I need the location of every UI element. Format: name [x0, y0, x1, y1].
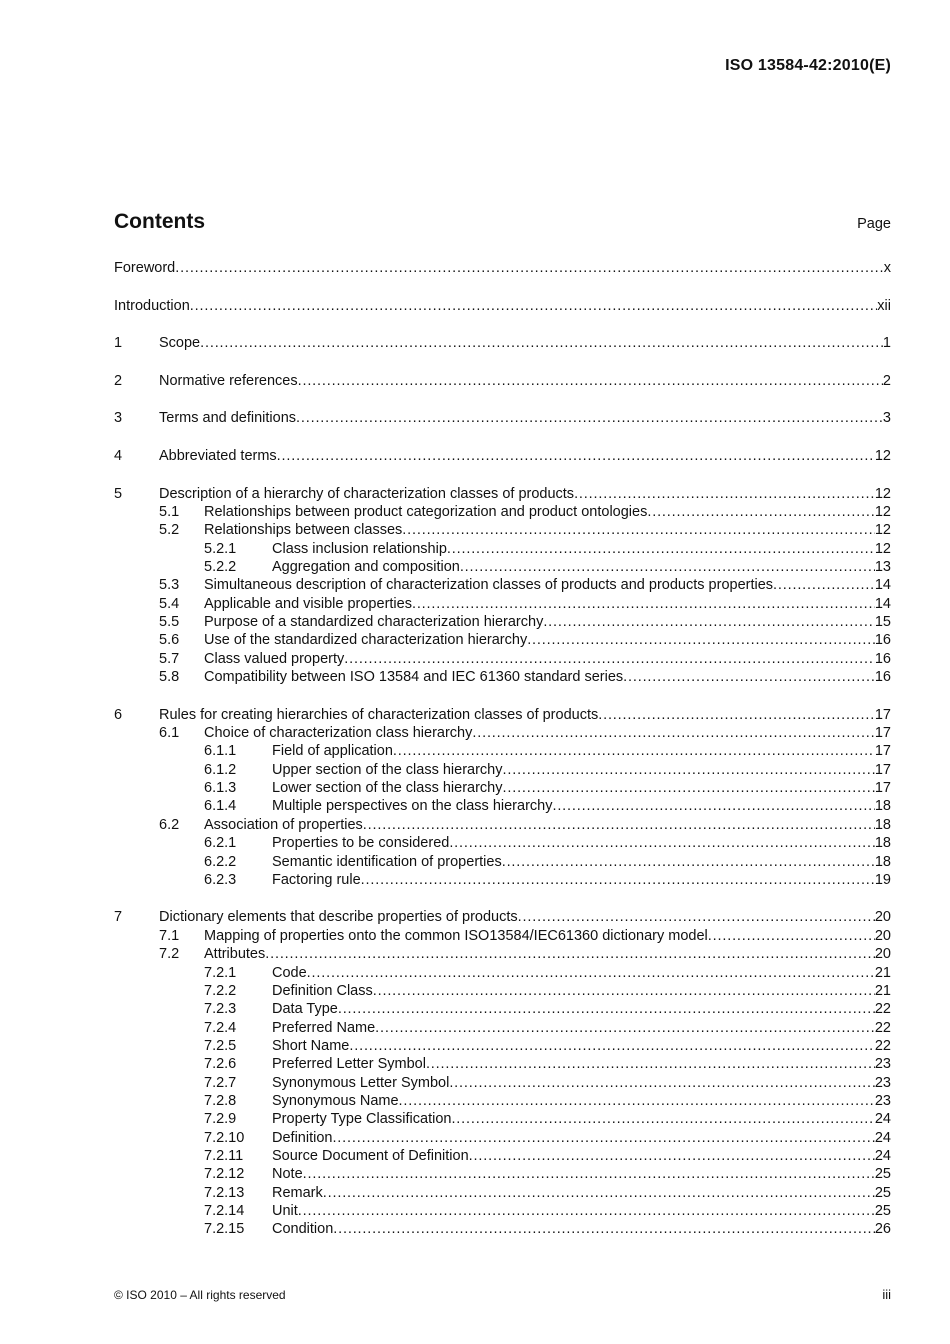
toc-entry-page: x [883, 260, 891, 276]
toc-entry-label: Class valued property [204, 650, 345, 667]
toc-entry[interactable] [114, 1220, 891, 1238]
toc-entry-page: 20 [874, 946, 891, 963]
toc-entry-number: 5.5 [159, 614, 180, 631]
toc-dot-leader [373, 982, 875, 1000]
toc-entry-page: 1 [882, 335, 891, 352]
toc-entry-page: 18 [874, 853, 891, 870]
toc-entry-label: Use of the standardized characterization hierarchy [204, 632, 528, 649]
toc-entry[interactable] [114, 853, 891, 871]
toc-entry-label: Properties to be considered [272, 835, 450, 852]
toc-entry-number: 7.2.13 [204, 1184, 245, 1201]
toc-entry-number: 6.2.1 [204, 835, 237, 852]
toc-entry-number: 7.2.3 [204, 1001, 237, 1018]
toc-dot-leader [296, 409, 883, 427]
toc-entry[interactable] [114, 742, 891, 760]
toc-entry-number: 7.2.11 [204, 1148, 244, 1164]
toc-entry-number: 6.1.4 [204, 798, 237, 815]
toc-entry-number: 5.6 [159, 632, 180, 649]
toc-dot-leader [503, 761, 875, 779]
toc-entry-page: 24 [874, 1148, 891, 1164]
toc-entry-page: 23 [874, 1056, 891, 1073]
toc-entry-page: 17 [874, 725, 891, 742]
toc-entry-label: Purpose of a standardized characterization hierarchy [204, 614, 544, 631]
toc-entry[interactable] [114, 1055, 891, 1073]
toc-entry-page: 24 [874, 1111, 891, 1128]
toc-dot-leader [503, 779, 875, 797]
toc-entry-page: 16 [874, 669, 891, 686]
toc-entry-page: 18 [874, 835, 891, 852]
toc-entry-number: 7.2.15 [204, 1221, 245, 1238]
toc-dot-leader [412, 595, 875, 613]
toc-entry[interactable] [114, 576, 891, 594]
toc-entry-number: 5.2.1 [204, 540, 237, 557]
toc-entry[interactable] [114, 761, 891, 779]
toc-entry-label: Terms and definitions [159, 410, 297, 427]
toc-entry-number: 5 [114, 485, 123, 502]
toc-entry-page: 20 [874, 927, 891, 944]
toc-entry-label: Preferred Letter Symbol [272, 1056, 426, 1073]
toc-entry[interactable] [114, 816, 891, 834]
toc-entry[interactable] [114, 1074, 891, 1092]
toc-entry[interactable] [114, 964, 891, 982]
toc-entry-number: 6.2.3 [204, 871, 237, 888]
toc-entry-number: 5.1 [159, 503, 180, 520]
toc-entry-label: Note [272, 1166, 303, 1183]
toc-page-column-label: Page [857, 216, 891, 232]
toc-entry-page: 17 [874, 761, 891, 778]
toc-dot-leader [332, 1129, 874, 1147]
toc-entry[interactable] [114, 447, 891, 465]
toc-dot-leader [552, 797, 874, 815]
toc-entry-number: 7.2.6 [204, 1056, 237, 1073]
toc-dot-leader [598, 706, 875, 724]
toc-entry-page: 20 [874, 909, 891, 926]
toc-entry[interactable] [114, 1147, 891, 1165]
toc-entry-label: Synonymous Letter Symbol [272, 1074, 450, 1091]
toc-entry[interactable] [114, 1165, 891, 1183]
toc-dot-leader [175, 259, 884, 277]
toc-dot-leader [298, 372, 883, 390]
toc-entry-number: 6.1.1 [204, 743, 237, 760]
toc-entry[interactable] [114, 834, 891, 852]
toc-dot-leader [307, 964, 875, 982]
toc-entry[interactable] [114, 503, 891, 521]
toc-dot-leader [190, 297, 878, 315]
toc-entry-label: Scope [159, 335, 201, 352]
toc-entry-label: Normative references [159, 372, 298, 389]
toc-entry-label: Synonymous Name [272, 1092, 399, 1109]
toc-entry-number: 7.2.14 [204, 1203, 245, 1220]
toc-entry-label: Unit [272, 1203, 298, 1220]
toc-entry-number: 2 [114, 372, 123, 389]
toc-dot-leader [265, 945, 875, 963]
toc-dot-leader [277, 447, 875, 465]
toc-dot-leader [375, 1019, 875, 1037]
toc-entry-number: 6.1 [159, 725, 180, 742]
toc-entry-label: Definition [272, 1129, 333, 1146]
toc-entry-number: 1 [114, 335, 123, 352]
toc-entry-label: Definition Class [272, 982, 373, 999]
toc-entry-page: 25 [874, 1166, 891, 1183]
toc-dot-leader [449, 834, 875, 852]
toc-entry[interactable] [114, 540, 891, 558]
toc-entry-page: 22 [874, 1001, 891, 1018]
toc-entry-label: Dictionary elements that describe properties of products [159, 909, 518, 926]
toc-entry-label: Data Type [272, 1001, 338, 1018]
toc-entry-number: 7.2.9 [204, 1111, 237, 1128]
toc-entry-page: 22 [874, 1019, 891, 1036]
toc-entry-label: Class inclusion relationship [272, 540, 447, 557]
toc-entry-page: 18 [874, 798, 891, 815]
toc-entry[interactable] [114, 779, 891, 797]
toc-dot-leader [361, 871, 875, 889]
toc-entry[interactable] [114, 1092, 891, 1110]
toc-entry-number: 6.2.2 [204, 853, 237, 870]
toc-entry-label: Remark [272, 1184, 323, 1201]
toc-entry-label: Abbreviated terms [159, 448, 277, 464]
toc-entry-page: 23 [874, 1092, 891, 1109]
toc-entry-page: 23 [874, 1074, 891, 1091]
toc-entry-number: 7 [114, 909, 123, 926]
toc-entry-page: 14 [874, 577, 891, 594]
toc-entry[interactable] [114, 908, 891, 926]
toc-dot-leader [527, 631, 875, 649]
toc-dot-leader [708, 927, 875, 945]
toc-entry-label: Association of properties [204, 816, 363, 833]
toc-entry-page: 16 [874, 632, 891, 649]
toc-entry-page: 2 [882, 372, 891, 389]
toc-entry-label: Field of application [272, 743, 393, 760]
toc-entry-label: Factoring rule [272, 871, 361, 888]
toc-entry[interactable] [114, 334, 891, 352]
toc-entry-label: Relationships between product categorization and product ontologies [204, 503, 648, 520]
toc-entry[interactable] [114, 631, 891, 649]
toc-entry-page: 22 [874, 1037, 891, 1054]
toc-entry-number: 5.7 [159, 650, 180, 667]
toc-entry-label: Condition [272, 1221, 334, 1238]
toc-entry[interactable] [114, 1037, 891, 1055]
toc-dot-leader [363, 816, 875, 834]
toc-entry-page: 17 [874, 706, 891, 723]
toc-dot-leader [393, 742, 875, 760]
toc-entry[interactable] [114, 706, 891, 724]
toc-entry-number: 4 [114, 448, 123, 464]
toc-dot-leader [469, 1147, 875, 1165]
toc-entry[interactable] [114, 595, 891, 613]
toc-entry[interactable] [114, 1110, 891, 1128]
toc-entry[interactable] [114, 613, 891, 631]
toc-dot-leader [298, 1202, 875, 1220]
toc-entry[interactable] [114, 297, 891, 315]
toc-dot-leader [460, 558, 875, 576]
toc-entry-label: Relationships between classes [204, 522, 403, 539]
toc-entry-page: 21 [874, 964, 891, 981]
toc-entry-page: 16 [874, 650, 891, 667]
toc-entry-page: 19 [874, 871, 891, 888]
toc-entry[interactable] [114, 871, 891, 889]
toc-entry-label: Semantic identification of properties [272, 853, 502, 870]
toc-entry-label: Code [272, 964, 307, 981]
toc-entry-page: 15 [874, 614, 891, 631]
toc-entry-page: 12 [874, 448, 891, 464]
toc-entry-page: 14 [874, 595, 891, 612]
toc-entry-number: 7.2.5 [204, 1037, 237, 1054]
toc-entry[interactable] [114, 1202, 891, 1220]
toc-dot-leader [447, 540, 875, 558]
toc-entry-label: Compatibility between ISO 13584 and IEC 61360 standard series [204, 669, 624, 686]
toc-entry[interactable] [114, 724, 891, 742]
toc-dot-leader [344, 650, 875, 668]
document-id: ISO 13584-42:2010(E) [725, 57, 891, 74]
toc-dot-leader [518, 908, 875, 926]
toc-entry-page: 12 [874, 540, 891, 557]
toc-entry-label: Aggregation and composition [272, 559, 460, 575]
toc-dot-leader [574, 485, 875, 503]
toc-entry-label: Choice of characterization class hierarchy [204, 725, 473, 742]
toc-entry-page: 12 [874, 503, 891, 520]
toc-entry[interactable] [114, 982, 891, 1000]
toc-entry[interactable] [114, 259, 891, 277]
toc-entry-label: Description of a hierarchy of characterization classes of products [159, 485, 575, 502]
toc-entry-number: 7.2 [159, 946, 180, 963]
toc-entry[interactable] [114, 409, 891, 427]
toc-entry-number: 7.2.4 [204, 1019, 237, 1036]
toc-entry-label: Rules for creating hierarchies of characterization classes of products [159, 706, 599, 723]
footer-copyright: © ISO 2010 – All rights reserved [114, 1288, 286, 1302]
toc-entry[interactable] [114, 668, 891, 686]
toc-entry-label: Property Type Classification [272, 1111, 452, 1128]
toc-entry-number: 7.1 [159, 927, 180, 944]
toc-entry-number: 7.2.7 [204, 1074, 237, 1091]
toc-dot-leader [647, 503, 875, 521]
toc-dot-leader [349, 1037, 874, 1055]
toc-dot-leader [426, 1055, 875, 1073]
toc-entry-number: 5.4 [159, 595, 180, 612]
toc-entry-page: 24 [874, 1129, 891, 1146]
toc-entry-page: 12 [874, 485, 891, 502]
toc-entry-label: Multiple perspectives on the class hierarchy [272, 798, 553, 815]
toc-entry-label: Mapping of properties onto the common ISO13584/IEC61360 dictionary model [204, 927, 708, 944]
toc-dot-leader [333, 1220, 875, 1238]
footer-page-number: iii [882, 1287, 891, 1302]
toc-dot-leader [543, 613, 875, 631]
toc-entry-label: Introduction [114, 297, 190, 314]
toc-entry-page: 25 [874, 1203, 891, 1220]
toc-entry[interactable] [114, 1184, 891, 1202]
toc-entry-label: Source Document of Definition [272, 1148, 469, 1164]
toc-entry[interactable] [114, 372, 891, 390]
toc-dot-leader [472, 724, 874, 742]
toc-entry-label: Lower section of the class hierarchy [272, 780, 503, 797]
toc-entry-number: 6 [114, 706, 123, 723]
toc-entry-number: 3 [114, 410, 123, 427]
toc-entry-number: 6.1.2 [204, 761, 237, 778]
toc-dot-leader [773, 576, 875, 594]
toc-entry[interactable] [114, 521, 891, 539]
toc-dot-leader [338, 1000, 875, 1018]
toc-entry-label: Short Name [272, 1037, 350, 1054]
toc-entry-label: Attributes [204, 946, 266, 963]
toc-entry-number: 6.2 [159, 816, 180, 833]
toc-entry[interactable] [114, 1129, 891, 1147]
toc-entry-number: 7.2.8 [204, 1092, 237, 1109]
toc-dot-leader [303, 1165, 875, 1183]
toc-dot-leader [502, 853, 875, 871]
toc-entry-label: Preferred Name [272, 1019, 376, 1036]
toc-entry[interactable] [114, 945, 891, 963]
toc-entry-label: Applicable and visible properties [204, 595, 412, 612]
toc-dot-leader [399, 1092, 875, 1110]
toc-entry-label: Simultaneous description of characterization classes of products and products properties [204, 577, 774, 594]
toc-entry[interactable] [114, 927, 891, 945]
toc-entry[interactable] [114, 485, 891, 503]
toc-entry-page: 3 [882, 410, 891, 427]
toc-entry[interactable] [114, 1019, 891, 1037]
toc-entry-number: 5.2 [159, 522, 180, 539]
toc-entry-number: 5.3 [159, 577, 180, 594]
toc-entry[interactable] [114, 650, 891, 668]
toc-entry-page: 12 [874, 522, 891, 539]
toc-dot-leader [449, 1074, 875, 1092]
toc-entry-label: Foreword [114, 260, 176, 276]
toc-entry-page: 25 [874, 1184, 891, 1201]
toc-entry-page: 26 [874, 1221, 891, 1238]
toc-dot-leader [451, 1110, 874, 1128]
toc-entry-page: 17 [874, 780, 891, 797]
toc-title: Contents [114, 210, 205, 233]
toc-entry-page: 17 [874, 743, 891, 760]
toc-entry[interactable] [114, 558, 891, 576]
toc-entry[interactable] [114, 1000, 891, 1018]
toc-entry-number: 5.2.2 [204, 559, 237, 575]
toc-entry-label: Upper section of the class hierarchy [272, 761, 503, 778]
toc-header [114, 210, 891, 240]
toc-entry-number: 7.2.1 [204, 964, 237, 981]
toc-entry-page: 13 [874, 559, 891, 575]
toc-entry-page: 21 [874, 982, 891, 999]
toc-dot-leader [323, 1184, 875, 1202]
toc-entry-number: 7.2.2 [204, 982, 237, 999]
toc-entry-number: 6.1.3 [204, 780, 237, 797]
toc-entry[interactable] [114, 797, 891, 815]
toc-entry-number: 5.8 [159, 669, 180, 686]
toc-dot-leader [623, 668, 875, 686]
toc-dot-leader [402, 521, 875, 539]
toc-dot-leader [200, 334, 883, 352]
toc-entry-page: 18 [874, 816, 891, 833]
toc-entry-number: 7.2.10 [204, 1129, 245, 1146]
toc-entry-number: 7.2.12 [204, 1166, 245, 1183]
toc-entry-page: xii [877, 297, 891, 314]
